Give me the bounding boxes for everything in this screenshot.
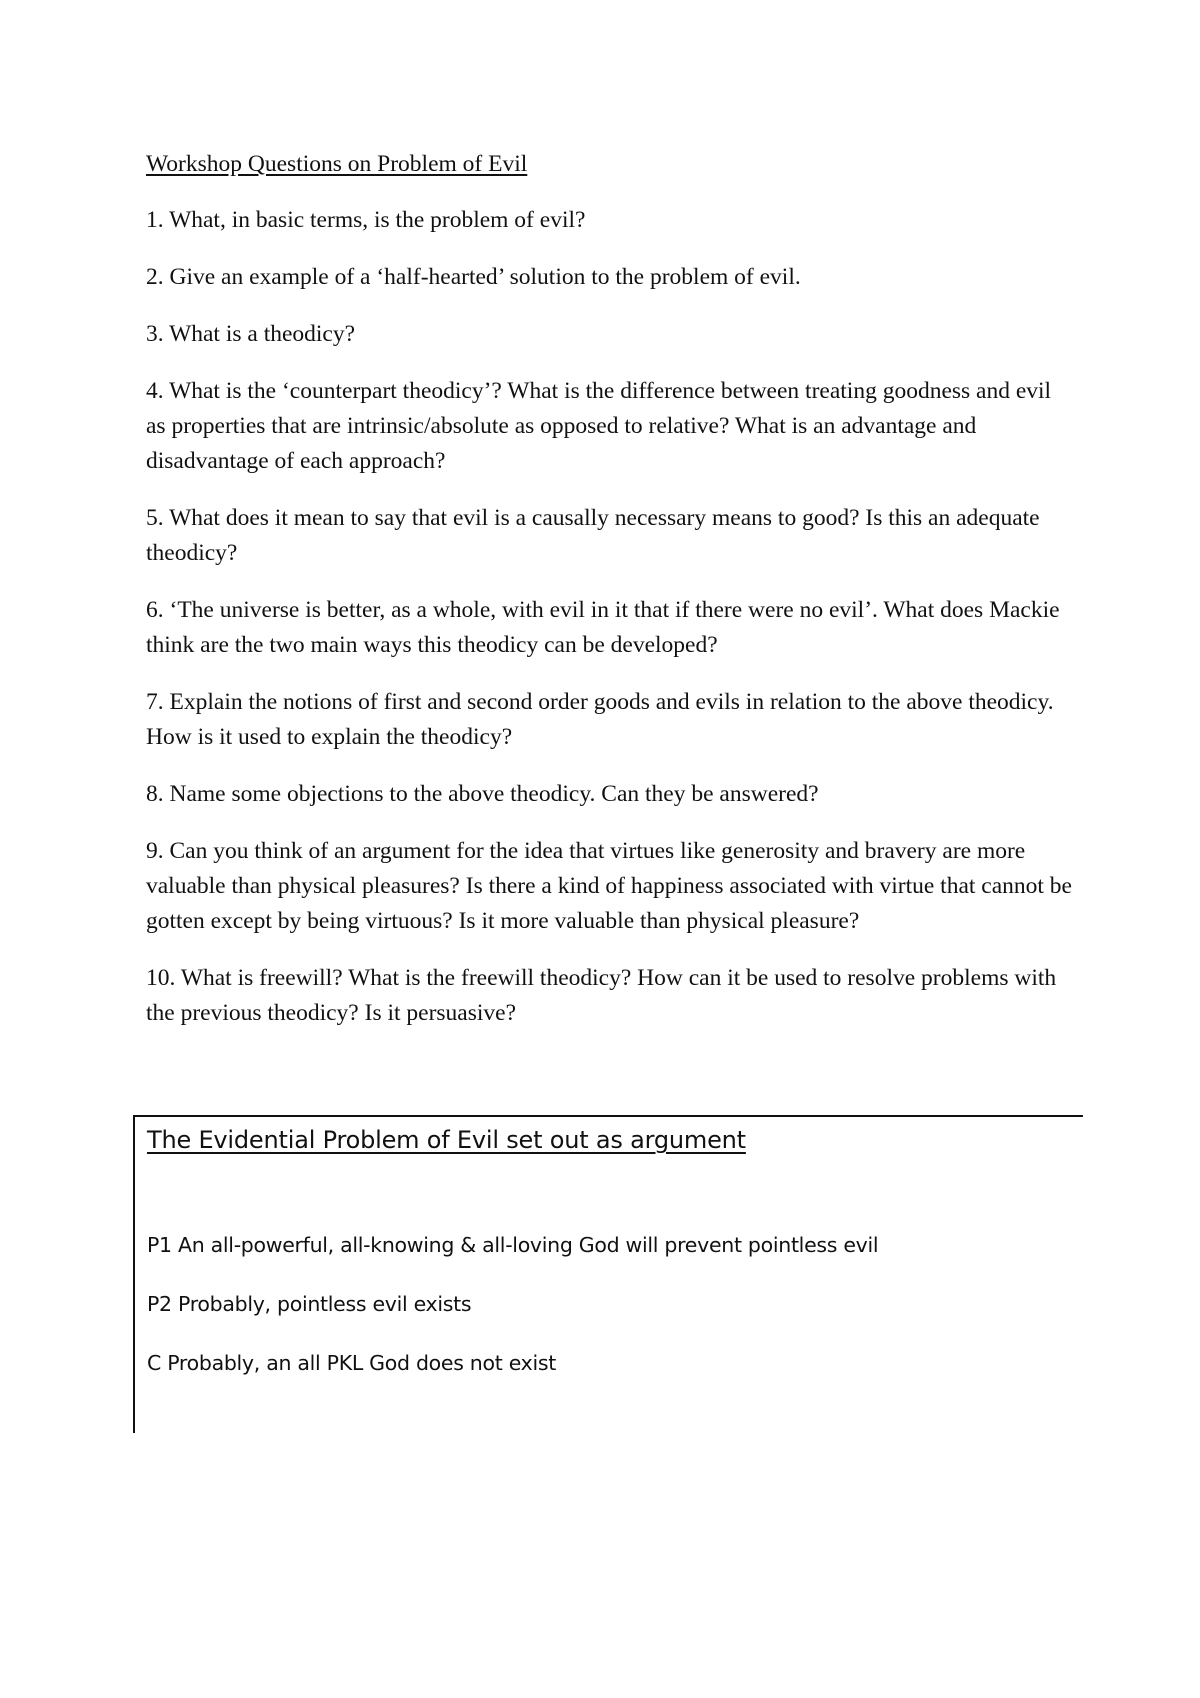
question-2: 2. Give an example of a ‘half-hearted’ solution to the problem of evil. xyxy=(146,264,801,290)
question-10: 10. What is freewill? What is the freewill theodicy? How can it be used to resolve problems with the previous theodicy? Is it persuasive? xyxy=(146,965,1057,1026)
page-title: Workshop Questions on Problem of Evil xyxy=(146,151,528,177)
question-1: 1. What, in basic terms, is the problem of evil? xyxy=(146,207,586,233)
premise-list xyxy=(147,1230,878,1407)
question-8: 8. Name some objections to the above theodicy. Can they be answered? xyxy=(146,781,819,807)
question-4: 4. What is the ‘counterpart theodicy’? What is the difference between treating goodness and evil as properties that are intrinsic/absolute as opposed to relative? What is an advantage and disadvantage of each approach? xyxy=(146,378,1052,474)
argument-box xyxy=(133,1115,1083,1433)
question-3: 3. What is a theodicy? xyxy=(146,321,356,347)
question-7: 7. Explain the notions of first and second order goods and evils in relation to the above theodicy. How is it used to explain the theodicy? xyxy=(146,689,1054,750)
premise-p1: P1 An all-powerful, all-knowing & all-loving God will prevent pointless evil xyxy=(147,1233,879,1257)
conclusion: C Probably, an all PKL God does not exist xyxy=(147,1351,556,1375)
question-6: 6. ‘The universe is better, as a whole, with evil in it that if there were no evil’. What does Mackie think are the two main ways this theodicy can be developed? xyxy=(146,597,1060,658)
question-9: 9. Can you think of an argument for the idea that virtues like generosity and bravery are more valuable than physical pleasures? Is there a kind of happiness associated with virtue that cannot be gotten except by being virtuous? Is it more valuable than physical pleasure? xyxy=(146,838,1072,934)
argument-box-title: The Evidential Problem of Evil set out as argument xyxy=(147,1126,746,1154)
question-list xyxy=(146,203,1076,1053)
question-5: 5. What does it mean to say that evil is a causally necessary means to good? Is this an adequate theodicy? xyxy=(146,505,1040,566)
premise-p2: P2 Probably, pointless evil exists xyxy=(147,1292,472,1316)
